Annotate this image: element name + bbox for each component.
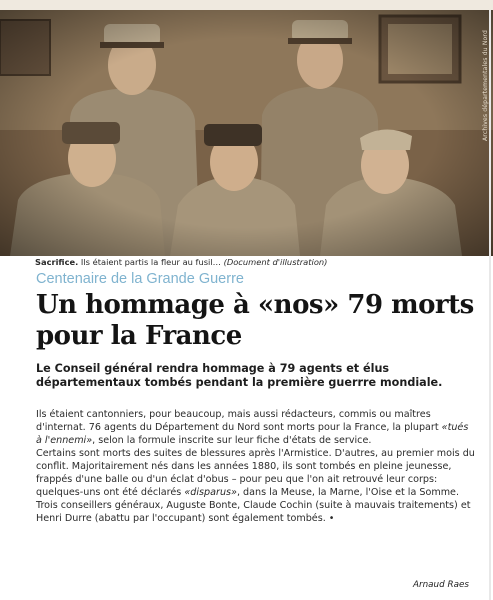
caption-lead: Sacrifice.	[35, 257, 79, 267]
article-byline: Arnaud Raes	[412, 580, 469, 590]
photo-credit: Archives départementales du Nord	[482, 30, 489, 141]
photo-top-strip	[0, 0, 493, 10]
paragraph-1: Ils étaient cantonniers, pour beaucoup, mais aussi rédacteurs, commis ou maîtres d'internat. 76 agents du Département du Nord sont morts pour la France, la plupart «tués à l'ennemi», selon la formule inscrite sur leur fiche d'états de service.	[36, 409, 469, 446]
article-body	[36, 408, 476, 525]
quote-disparus: «disparus»	[184, 487, 237, 498]
caption-text: Ils étaient partis la fleur au fusil…	[78, 257, 224, 267]
paragraph-3: Trois conseillers généraux, Auguste Bonte, Claude Cochin (suite à mauvais traitements) et Henri Durre (abattu par l'occupant) sont également tombés. •	[36, 500, 471, 524]
article-lede: Le Conseil général rendra hommage à 79 agents et élus départementaux tombés pendant la première guerrre mondiale.	[36, 362, 443, 389]
page-edge-rule	[489, 10, 491, 600]
soldiers-photo-illustration	[0, 10, 493, 256]
article-title: Un hommage à «nos» 79 morts pour la France	[36, 290, 474, 351]
caption-note: (Document d'illustration)	[223, 257, 328, 267]
historical-photo	[0, 10, 493, 256]
article-kicker: Centenaire de la Grande Guerre	[36, 271, 244, 287]
paragraph-2: Certains sont morts des suites de blessures après l'Armistice. D'autres, au premier mois du conflit. Majoritairement nés dans les années 1880, ils sont tombés en pleine jeunesse, frappés d'une balle ou d'un éclat d'obus – pour peu que l'on ait retrouvé leur corps: quelques-uns ont été déclarés «disparus», dans la Meuse, la Marne, l'Oise et la Somme.	[36, 448, 475, 498]
photo-caption	[35, 257, 485, 268]
quote-tues-a-l-ennemi: «tués à l'ennemi»	[36, 422, 469, 446]
